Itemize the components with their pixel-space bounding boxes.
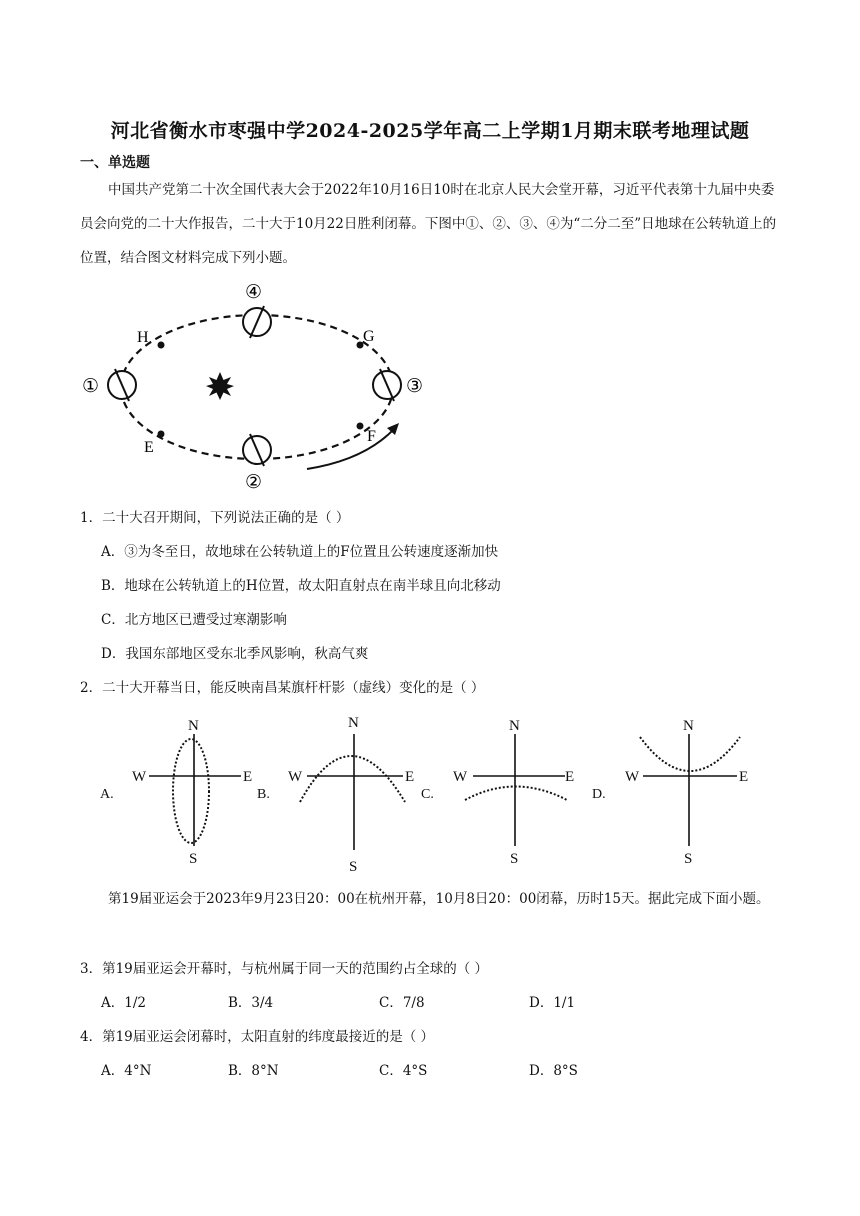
point-h-label: H bbox=[137, 329, 149, 346]
svg-text:E: E bbox=[405, 769, 415, 785]
q4-option-a: A．4°N bbox=[101, 1063, 152, 1079]
earth-position-4 bbox=[243, 306, 271, 338]
svg-text:E: E bbox=[565, 769, 575, 785]
svg-text:S: S bbox=[349, 859, 358, 875]
diagram-a bbox=[100, 718, 252, 867]
pos-3-label: ③ bbox=[406, 376, 424, 397]
passage-1-text: 中国共产党第二十次全国代表大会于2022年10月16日10时在北京人民大会堂开幕，习近平代表第十九届中央委员会向党的二十大作报告，二十大于10月22日胜利闭幕。下图中①、②、③、④为“二分二至”日地球在公转轨道上的位置，结合图文材料完成下列小题。 bbox=[80, 182, 777, 266]
q4-option-c: C．4°S bbox=[379, 1063, 428, 1079]
option-c-label: C. bbox=[421, 787, 434, 802]
earth-position-3 bbox=[373, 369, 401, 401]
shadow-diagrams bbox=[95, 705, 775, 880]
passage-2 bbox=[80, 882, 780, 916]
q4-option-b: B．8°N bbox=[228, 1063, 279, 1079]
earth-position-2 bbox=[243, 434, 271, 466]
point-g-label: G bbox=[363, 328, 375, 345]
orbit-diagram bbox=[75, 278, 445, 498]
diagram-b bbox=[257, 715, 414, 875]
q1-option-a: A．③为冬至日，故地球在公转轨道上的F位置且公转速度逐渐加快 bbox=[101, 544, 499, 560]
q2-stem: 2．二十大开幕当日，能反映南昌某旗杆杆影（虚线）变化的是（ ） bbox=[80, 680, 485, 696]
q3-options bbox=[0, 991, 860, 1011]
svg-text:N: N bbox=[348, 715, 359, 731]
q3-option-d: D．1/1 bbox=[529, 995, 576, 1011]
q3-stem: 3．第19届亚运会开幕时，与杭州属于同一天的范围约占全球的（ ） bbox=[80, 961, 489, 977]
q1-option-d: D．我国东部地区受东北季风影响，秋高气爽 bbox=[101, 646, 369, 662]
earth-position-1 bbox=[108, 369, 136, 401]
svg-text:N: N bbox=[683, 718, 694, 734]
q4-options bbox=[0, 1059, 860, 1079]
svg-text:E: E bbox=[739, 769, 749, 785]
q3-option-b: B．3/4 bbox=[228, 995, 274, 1011]
q4-stem: 4．第19届亚运会闭幕时，太阳直射的纬度最接近的是（ ） bbox=[80, 1029, 435, 1045]
passage-2-text: 第19届亚运会于2023年9月23日20：00在杭州开幕，10月8日20：00闭幕，历时15天。据此完成下面小题。 bbox=[108, 891, 770, 907]
q1-option-c: C．北方地区已遭受过寒潮影响 bbox=[101, 612, 287, 628]
page-title: 河北省衡水市枣强中学2024-2025学年高二上学期1月期末联考地理试题 bbox=[110, 120, 750, 142]
dir-e: E bbox=[243, 769, 253, 785]
pos-4-label: ④ bbox=[245, 282, 263, 303]
q1-option-b: B．地球在公转轨道上的H位置，故太阳直射点在南半球且向北移动 bbox=[101, 578, 501, 594]
svg-text:W: W bbox=[625, 769, 640, 785]
q1-stem: 1．二十大召开期间，下列说法正确的是（ ） bbox=[80, 510, 350, 526]
pos-2-label: ② bbox=[245, 472, 263, 493]
point-f-label: F bbox=[367, 428, 376, 445]
svg-text:S: S bbox=[510, 851, 519, 867]
diagram-c bbox=[421, 718, 574, 867]
point-e-label: E bbox=[144, 439, 154, 456]
option-d-label: D. bbox=[592, 787, 606, 802]
dir-w: W bbox=[132, 769, 147, 785]
q3-option-c: C．7/8 bbox=[379, 995, 425, 1011]
svg-text:S: S bbox=[684, 851, 693, 867]
dir-s: S bbox=[189, 851, 198, 867]
q4-option-d: D．8°S bbox=[529, 1063, 578, 1079]
option-b-label: B. bbox=[257, 787, 270, 802]
option-a-label: A. bbox=[100, 787, 114, 802]
svg-text:W: W bbox=[288, 769, 303, 785]
diagram-d bbox=[592, 718, 748, 867]
pos-1-label: ① bbox=[82, 376, 100, 397]
passage-1 bbox=[80, 173, 780, 275]
section-heading: 一、单选题 bbox=[80, 155, 150, 171]
svg-text:N: N bbox=[509, 718, 520, 734]
sun-icon bbox=[206, 372, 234, 400]
q3-option-a: A．1/2 bbox=[101, 995, 146, 1011]
svg-text:W: W bbox=[453, 769, 468, 785]
dir-n: N bbox=[188, 718, 199, 734]
